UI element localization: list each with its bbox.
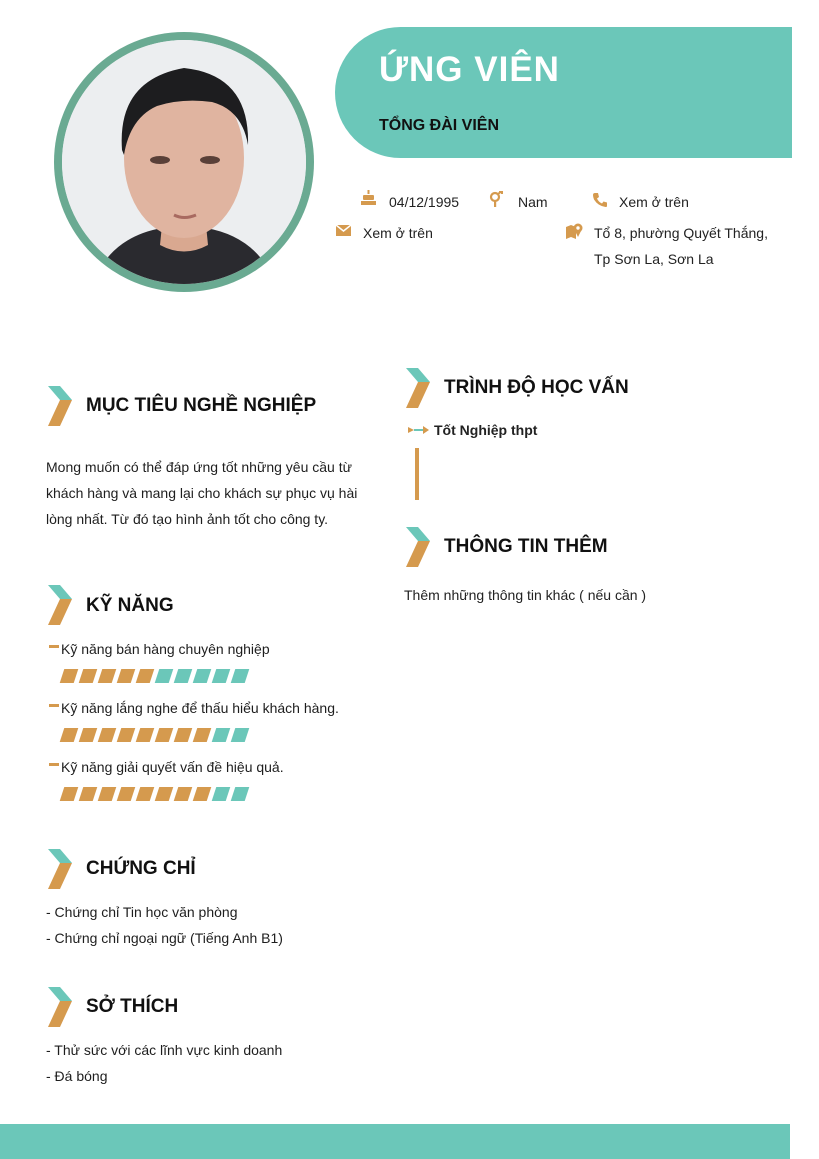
skill-bar-segment: [155, 787, 174, 801]
skill-bar-segment: [212, 787, 231, 801]
skill-bar-segment: [60, 728, 79, 742]
map-pin-icon: [566, 223, 583, 239]
list-item: - Chứng chỉ ngoại ngữ (Tiếng Anh B1): [46, 930, 283, 946]
footer-bar: [0, 1124, 790, 1159]
section-title-objective: MỤC TIÊU NGHỀ NGHIỆP: [86, 395, 317, 416]
objective-text: Mong muốn có thể đáp ứng tốt những yêu cầu từ khách hàng và mang lại cho khách sự phục vụ hài lòng nhất. Từ đó tạo hình ảnh tốt cho công ty.: [46, 459, 358, 527]
cake-icon: [361, 190, 376, 206]
section-chevron-icon: [404, 525, 432, 569]
skill-bullet-icon: [49, 704, 59, 707]
mail-icon: [336, 225, 351, 236]
section-title-skills: KỸ NĂNG: [86, 595, 174, 616]
list-item: - Chứng chỉ Tin học văn phòng: [46, 904, 238, 920]
skill-bar-segment: [212, 669, 231, 683]
skill-bar-segment: [212, 728, 231, 742]
section-chevron-icon: [404, 366, 432, 410]
avatar-photo: [62, 40, 306, 284]
skill-bar-segment: [155, 728, 174, 742]
skill-bar-segment: [193, 669, 212, 683]
email: Xem ở trên: [363, 225, 433, 241]
skill-bar-segment: [231, 787, 250, 801]
skill-bar-segment: [98, 669, 117, 683]
skill-bar-segment: [60, 787, 79, 801]
header-banner: [335, 27, 792, 158]
avatar: [62, 40, 306, 284]
skill-bar-segment: [98, 787, 117, 801]
timeline-line: [415, 448, 419, 500]
skill-bullet-icon: [49, 763, 59, 766]
skill-bar-segment: [136, 669, 155, 683]
skill-bar-segment: [193, 787, 212, 801]
certificate-list: [46, 899, 283, 951]
address-line-1: Tổ 8, phường Quyết Thắng,: [594, 225, 768, 241]
list-item: - Đá bóng: [46, 1068, 108, 1084]
skill-label: Kỹ năng lắng nghe để thấu hiểu khách hàng.: [61, 700, 339, 716]
skill-bullet-icon: [49, 645, 59, 648]
arrow-right-icon: [408, 425, 430, 435]
skill-bar-segment: [98, 728, 117, 742]
birthday: 04/12/1995: [389, 194, 460, 210]
skill-bar-segment: [231, 669, 250, 683]
skill-bar-segment: [79, 728, 98, 742]
education-item: Tốt Nghiệp thpt: [434, 422, 538, 438]
skill-bar-segment: [79, 787, 98, 801]
address-line-2: Tp Sơn La, Sơn La: [594, 251, 714, 267]
skill-bar-segment: [174, 728, 193, 742]
section-title-certificates: CHỨNG CHỈ: [86, 858, 196, 879]
job-title: TỔNG ĐÀI VIÊN: [379, 117, 500, 134]
skill-label: Kỹ năng giải quyết vấn đề hiệu quả.: [61, 759, 284, 775]
skill-bar-segment: [155, 669, 174, 683]
extra-info-text: Thêm những thông tin khác ( nếu cần ): [404, 587, 647, 603]
skill-bar-segment: [174, 787, 193, 801]
skill-bar-segment: [174, 669, 193, 683]
skill-bar-segment: [136, 728, 155, 742]
skill-bar-segment: [193, 728, 212, 742]
phone-icon: [592, 192, 608, 208]
section-title-extra: THÔNG TIN THÊM: [444, 536, 608, 557]
gender-icon: [489, 191, 503, 207]
skill-bar: [62, 787, 252, 801]
hobby-list: [46, 1037, 282, 1089]
skill-bar: [62, 728, 252, 742]
skill-bar-segment: [117, 787, 136, 801]
section-chevron-icon: [46, 384, 74, 428]
skill-label: Kỹ năng bán hàng chuyên nghiệp: [61, 641, 270, 657]
section-chevron-icon: [46, 847, 74, 891]
skill-bar-segment: [79, 669, 98, 683]
section-chevron-icon: [46, 985, 74, 1029]
list-item: - Thử sức với các lĩnh vực kinh doanh: [46, 1042, 283, 1058]
skill-bar-segment: [60, 669, 79, 683]
section-title-hobbies: SỞ THÍCH: [86, 996, 179, 1017]
gender: Nam: [518, 194, 548, 210]
phone: Xem ở trên: [619, 194, 689, 210]
candidate-name: ỨNG VIÊN: [379, 50, 560, 89]
skill-bar-segment: [231, 728, 250, 742]
section-title-education: TRÌNH ĐỘ HỌC VẤN: [444, 377, 629, 398]
skill-bar: [62, 669, 252, 683]
section-chevron-icon: [46, 583, 74, 627]
skill-bar-segment: [117, 728, 136, 742]
skill-bar-segment: [117, 669, 136, 683]
skill-bar-segment: [136, 787, 155, 801]
